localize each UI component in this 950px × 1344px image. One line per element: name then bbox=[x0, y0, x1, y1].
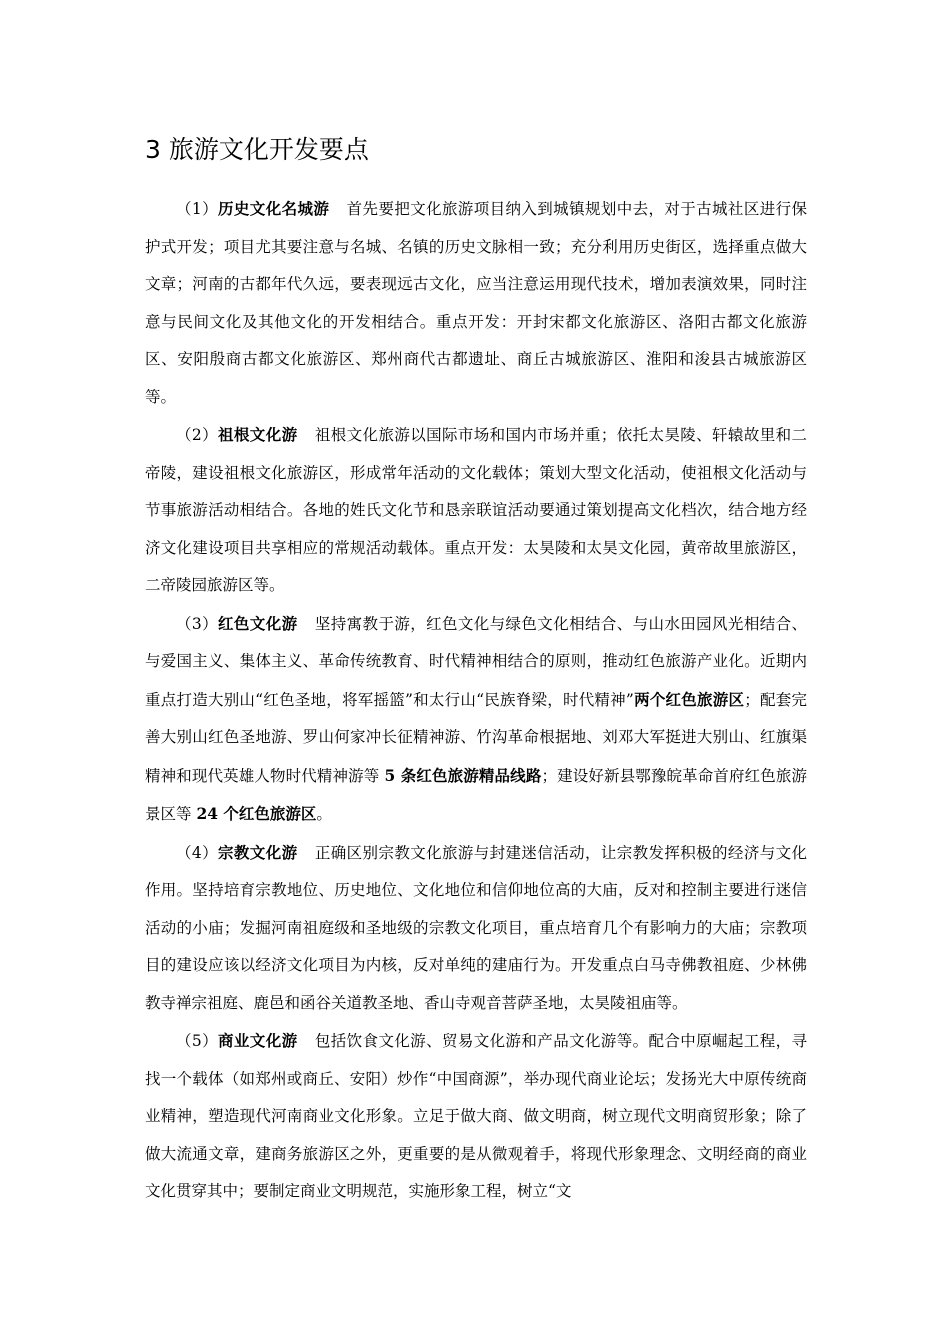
paragraph bbox=[145, 416, 807, 605]
paragraph-title: 历史文化名城游 bbox=[218, 199, 330, 218]
paragraph-text: 首先要把文化旅游项目纳入到城镇规划中去，对于古城社区进行保护式开发；项目尤其要注意与名城、名镇的历史文脉相一致；充分利用历史街区，选择重点做大文章；河南的古都年代久远，要表现远古文化，应当注意运用现代技术，增加表演效果，同时注意与民间文化及其他文化的开发相结合。重点开发：开封宋都文化旅游区、洛阳古都文化旅游区、安阳殷商古都文化旅游区、郑州商代古都遗址、商丘古城旅游区、淮阳和浚县古城旅游区等。 bbox=[145, 200, 807, 406]
paragraph-text: 正确区别宗教文化旅游与封建迷信活动，让宗教发挥积极的经济与文化作用。坚持培育宗教地位、历史地位、文化地位和信仰地位高的大庙，反对和控制主要进行迷信活动的小庙；发掘河南祖庭级和圣地级的宗教文化项目，重点培育几个有影响力的大庙；宗教项目的建设应该以经济文化项目为内核，反对单纯的建庙行为。开发重点白马寺佛教祖庭、少林佛教寺禅宗祖庭、鹿邑和函谷关道教圣地、香山寺观音菩萨圣地，太昊陵祖庙等。 bbox=[145, 843, 807, 1012]
paragraph-number: （4） bbox=[176, 843, 219, 862]
paragraph-number: （1） bbox=[176, 200, 219, 218]
paragraph-text: 包括饮食文化游、贸易文化游和产品文化游等。配合中原崛起工程，寻找一个载体（如郑州或商丘、安阳）炒作“中国商源”，举办现代商业论坛；发扬光大中原传统商业精神，塑造现代河南商业文化形象。立足于做大商、做文明商，树立现代文明商贸形象；除了做大流通文章，建商务旅游区之外，更重要的是从微观着手，将现代形象理念、文明经商的商业文化贯穿其中；要制定商业文明规范，实施形象工程，树立“文 bbox=[145, 1032, 807, 1200]
paragraph bbox=[145, 190, 807, 416]
paragraph-title: 红色文化游 bbox=[218, 613, 298, 633]
paragraph bbox=[145, 605, 807, 834]
document-body bbox=[145, 190, 807, 1211]
paragraph-number: （2） bbox=[176, 426, 219, 444]
paragraph-title: 祖根文化游 bbox=[218, 425, 298, 444]
paragraph-title: 商业文化游 bbox=[218, 1031, 298, 1050]
paragraph-title: 宗教文化游 bbox=[218, 842, 298, 862]
emphasized-text: 两个红色旅游区 bbox=[633, 689, 745, 709]
paragraph bbox=[145, 834, 807, 1023]
section-heading: 3 旅游文化开发要点 bbox=[145, 135, 369, 164]
paragraph bbox=[145, 1022, 807, 1211]
paragraph-text: 。 bbox=[316, 805, 332, 823]
paragraph-text: 坚持寓教于游，红色文化与绿色文化相结合、与山水田园风光相结合、与爱国主义、集体主义、革命传统教育、时代精神相结合的原则，推动红色旅游产业化。近期内重点打造大别山“红色圣地，将军摇篮”和太行山“民族脊梁，时代精神” bbox=[145, 614, 807, 709]
emphasized-text: 24 个红色旅游区 bbox=[196, 804, 317, 823]
paragraph-number: （5） bbox=[176, 1032, 219, 1050]
paragraph-text: ；配套完善大别山红色圣地游、罗山何家冲长征精神游、竹沟革命根据地、刘邓大军挺进大别山、红旗渠精神和现代英雄人物时代精神游等 bbox=[145, 690, 807, 785]
paragraph-text: 祖根文化旅游以国际市场和国内市场并重；依托太昊陵、轩辕故里和二帝陵，建设祖根文化旅游区，形成常年活动的文化载体；策划大型文化活动，使祖根文化活动与节事旅游活动相结合。各地的姓氏文化节和恳亲联谊活动要通过策划提高文化档次，结合地方经济文化建设项目共享相应的常规活动载体。重点开发：太昊陵和太昊文化园，黄帝故里旅游区，二帝陵园旅游区等。 bbox=[145, 426, 807, 594]
emphasized-text: 5 条红色旅游精品线路 bbox=[384, 765, 542, 785]
paragraph-text: ；建设好新县鄂豫皖革命首府红色旅游景区等 bbox=[145, 766, 807, 823]
paragraph-number: （3） bbox=[176, 614, 219, 633]
